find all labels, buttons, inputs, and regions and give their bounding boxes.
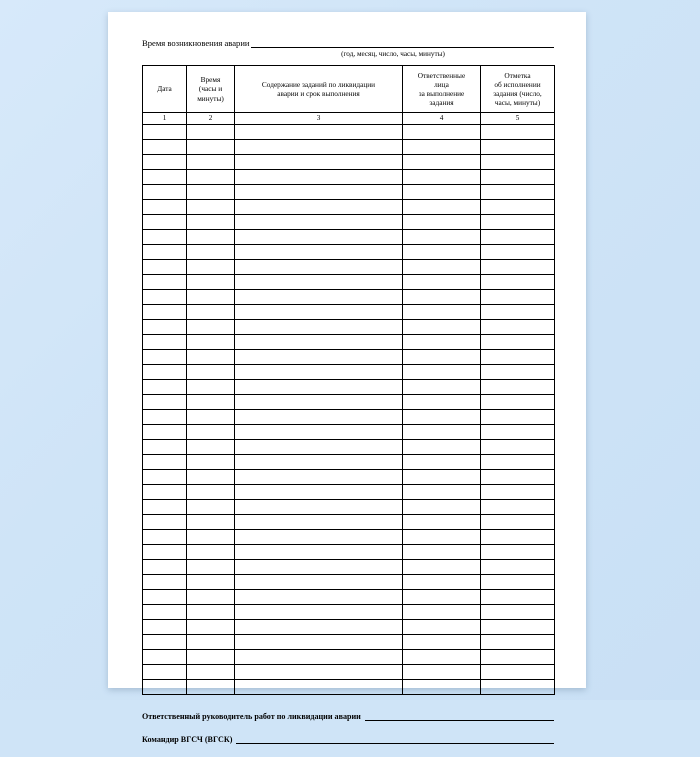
table-cell[interactable]: [403, 440, 481, 455]
table-cell[interactable]: [143, 455, 187, 470]
table-cell[interactable]: [481, 545, 555, 560]
table-row: [143, 500, 555, 515]
table-cell[interactable]: [235, 215, 403, 230]
table-row: [143, 425, 555, 440]
table-row: [143, 125, 555, 140]
table-cell[interactable]: [187, 215, 235, 230]
table-cell[interactable]: [403, 215, 481, 230]
table-cell[interactable]: [403, 365, 481, 380]
table-cell[interactable]: [235, 260, 403, 275]
table-row: [143, 650, 555, 665]
table-cell[interactable]: [481, 155, 555, 170]
table-cell[interactable]: [403, 350, 481, 365]
table-cell[interactable]: [143, 560, 187, 575]
table-cell[interactable]: [481, 575, 555, 590]
table-cell[interactable]: [187, 485, 235, 500]
table-cell[interactable]: [403, 335, 481, 350]
table-header-row: [143, 66, 555, 113]
table-cell[interactable]: [187, 305, 235, 320]
table-row: [143, 575, 555, 590]
table-cell[interactable]: [143, 290, 187, 305]
table-cell[interactable]: [235, 530, 403, 545]
table-row: [143, 245, 555, 260]
table-cell[interactable]: [143, 410, 187, 425]
table-cell[interactable]: [403, 680, 481, 695]
table-cell[interactable]: [235, 125, 403, 140]
table-cell[interactable]: [143, 245, 187, 260]
table-cell[interactable]: [481, 485, 555, 500]
table-cell[interactable]: [235, 425, 403, 440]
table-cell[interactable]: [481, 515, 555, 530]
table-cell[interactable]: [403, 620, 481, 635]
table-cell[interactable]: [481, 560, 555, 575]
table-row: [143, 365, 555, 380]
table-row: [143, 680, 555, 695]
table-cell[interactable]: [143, 200, 187, 215]
table-row: [143, 560, 555, 575]
table-head: [143, 66, 555, 125]
table-cell[interactable]: [143, 635, 187, 650]
table-body: [143, 125, 555, 695]
document-page: [108, 12, 586, 744]
table-row: [143, 530, 555, 545]
table-cell[interactable]: [403, 290, 481, 305]
footer-input-commander[interactable]: [236, 734, 554, 744]
table-cell[interactable]: [403, 545, 481, 560]
table-cell[interactable]: [187, 605, 235, 620]
table-cell[interactable]: [403, 200, 481, 215]
table-cell[interactable]: [403, 245, 481, 260]
table-cell[interactable]: [235, 380, 403, 395]
table-cell[interactable]: [235, 140, 403, 155]
table-cell[interactable]: [403, 575, 481, 590]
table-cell[interactable]: [403, 155, 481, 170]
column-header-execution-mark: Отметка об исполнении задания (число, часы, минуты): [481, 66, 555, 113]
document-footer: [142, 711, 554, 744]
table-cell[interactable]: [187, 500, 235, 515]
table-cell[interactable]: [187, 290, 235, 305]
table-cell[interactable]: [187, 560, 235, 575]
table-cell[interactable]: [481, 245, 555, 260]
table-cell[interactable]: [187, 410, 235, 425]
table-row: [143, 155, 555, 170]
table-cell[interactable]: [403, 410, 481, 425]
table-cell[interactable]: [187, 530, 235, 545]
table-cell[interactable]: [187, 170, 235, 185]
table-cell[interactable]: [143, 125, 187, 140]
footer-line-commander: [142, 734, 554, 744]
column-number-4: 4: [403, 113, 481, 125]
table-cell[interactable]: [143, 575, 187, 590]
table-row: [143, 455, 555, 470]
table-cell[interactable]: [403, 425, 481, 440]
table-cell[interactable]: [403, 380, 481, 395]
table-row: [143, 290, 555, 305]
table-cell[interactable]: [481, 320, 555, 335]
table-cell[interactable]: [235, 245, 403, 260]
table-cell[interactable]: [235, 455, 403, 470]
table-row: [143, 380, 555, 395]
table-row: [143, 320, 555, 335]
table-cell[interactable]: [235, 200, 403, 215]
table-cell[interactable]: [481, 590, 555, 605]
incident-time-input[interactable]: [251, 38, 554, 48]
table-cell[interactable]: [403, 500, 481, 515]
footer-input-responsible-manager[interactable]: [365, 711, 554, 721]
table-cell[interactable]: [235, 320, 403, 335]
table-cell[interactable]: [481, 470, 555, 485]
table-cell[interactable]: [481, 620, 555, 635]
table-row: [143, 200, 555, 215]
table-cell[interactable]: [143, 650, 187, 665]
column-number-1: 1: [143, 113, 187, 125]
table-cell[interactable]: [187, 545, 235, 560]
table-cell[interactable]: [143, 680, 187, 695]
table-row: [143, 590, 555, 605]
table-row: [143, 215, 555, 230]
table-row: [143, 545, 555, 560]
table-cell[interactable]: [481, 335, 555, 350]
column-number-2: 2: [187, 113, 235, 125]
table-cell[interactable]: [143, 530, 187, 545]
table-cell[interactable]: [235, 620, 403, 635]
incident-time-label: Время возникновения аварии: [142, 37, 250, 48]
table-cell[interactable]: [235, 515, 403, 530]
table-row: [143, 275, 555, 290]
table-cell[interactable]: [143, 155, 187, 170]
footer-line-responsible-manager: [142, 711, 554, 721]
table-cell[interactable]: [235, 305, 403, 320]
table-cell[interactable]: [403, 230, 481, 245]
table-cell[interactable]: [235, 560, 403, 575]
table-cell[interactable]: [481, 635, 555, 650]
table-cell[interactable]: [235, 155, 403, 170]
tasks-table: [142, 65, 555, 695]
table-cell[interactable]: [143, 545, 187, 560]
table-cell[interactable]: [235, 275, 403, 290]
document-content: [142, 38, 554, 757]
table-cell[interactable]: [187, 335, 235, 350]
table-cell[interactable]: [187, 140, 235, 155]
table-cell[interactable]: [187, 125, 235, 140]
table-cell[interactable]: [403, 140, 481, 155]
table-cell[interactable]: [481, 365, 555, 380]
table-cell[interactable]: [143, 275, 187, 290]
table-cell[interactable]: [403, 305, 481, 320]
table-cell[interactable]: [403, 590, 481, 605]
table-cell[interactable]: [481, 680, 555, 695]
table-cell[interactable]: [481, 305, 555, 320]
table-row: [143, 470, 555, 485]
table-cell[interactable]: [143, 185, 187, 200]
table-row: [143, 305, 555, 320]
table-cell[interactable]: [235, 410, 403, 425]
table-cell[interactable]: [143, 620, 187, 635]
table-cell[interactable]: [143, 350, 187, 365]
incident-time-note: (год, месяц, число, часы, минуты): [341, 50, 445, 58]
table-cell[interactable]: [403, 485, 481, 500]
table-cell[interactable]: [481, 230, 555, 245]
table-cell[interactable]: [187, 665, 235, 680]
table-cell[interactable]: [403, 125, 481, 140]
table-row: [143, 395, 555, 410]
table-cell[interactable]: [403, 665, 481, 680]
table-cell[interactable]: [403, 185, 481, 200]
table-cell[interactable]: [143, 140, 187, 155]
table-cell[interactable]: [187, 395, 235, 410]
footer-label-responsible-manager: Ответственный руководитель работ по ликвидации аварии: [142, 712, 361, 721]
table-cell[interactable]: [403, 320, 481, 335]
table-cell[interactable]: [235, 605, 403, 620]
table-cell[interactable]: [187, 245, 235, 260]
table-row: [143, 440, 555, 455]
table-cell[interactable]: [143, 305, 187, 320]
table-cell[interactable]: [235, 395, 403, 410]
table-cell[interactable]: [403, 560, 481, 575]
table-cell[interactable]: [187, 680, 235, 695]
table-cell[interactable]: [481, 410, 555, 425]
table-cell[interactable]: [235, 650, 403, 665]
table-cell[interactable]: [481, 140, 555, 155]
table-cell[interactable]: [235, 290, 403, 305]
table-cell[interactable]: [235, 500, 403, 515]
table-cell[interactable]: [403, 635, 481, 650]
column-header-time: Время (часы и минуты): [187, 66, 235, 113]
table-row: [143, 665, 555, 680]
table-cell[interactable]: [403, 275, 481, 290]
table-cell[interactable]: [187, 185, 235, 200]
table-cell[interactable]: [143, 665, 187, 680]
column-number-3: 3: [235, 113, 403, 125]
table-cell[interactable]: [235, 635, 403, 650]
table-cell[interactable]: [187, 230, 235, 245]
table-cell[interactable]: [143, 395, 187, 410]
table-cell[interactable]: [235, 185, 403, 200]
table-cell[interactable]: [187, 425, 235, 440]
column-number-5: 5: [481, 113, 555, 125]
table-cell[interactable]: [481, 125, 555, 140]
table-cell[interactable]: [187, 455, 235, 470]
table-cell[interactable]: [143, 215, 187, 230]
table-cell[interactable]: [481, 425, 555, 440]
table-row: [143, 410, 555, 425]
column-header-date: Дата: [143, 66, 187, 113]
table-cell[interactable]: [403, 470, 481, 485]
table-cell[interactable]: [235, 590, 403, 605]
table-row: [143, 620, 555, 635]
table-cell[interactable]: [187, 470, 235, 485]
table-cell[interactable]: [143, 605, 187, 620]
table-row: [143, 185, 555, 200]
table-cell[interactable]: [235, 350, 403, 365]
table-cell[interactable]: [403, 260, 481, 275]
table-cell[interactable]: [235, 575, 403, 590]
table-cell[interactable]: [403, 530, 481, 545]
table-cell[interactable]: [481, 260, 555, 275]
table-cell[interactable]: [235, 485, 403, 500]
table-cell[interactable]: [143, 335, 187, 350]
table-cell[interactable]: [481, 440, 555, 455]
table-cell[interactable]: [403, 170, 481, 185]
table-cell[interactable]: [143, 500, 187, 515]
table-cell[interactable]: [187, 275, 235, 290]
table-cell[interactable]: [143, 230, 187, 245]
table-cell[interactable]: [187, 350, 235, 365]
footer-label-commander: Командир ВГСЧ (ВГСК): [142, 735, 233, 744]
column-header-task-content: Содержание заданий по ликвидации аварии и срок выполнения: [235, 66, 403, 113]
table-cell[interactable]: [143, 380, 187, 395]
table-cell[interactable]: [143, 590, 187, 605]
table-cell[interactable]: [481, 170, 555, 185]
table-cell[interactable]: [481, 530, 555, 545]
table-cell[interactable]: [235, 170, 403, 185]
table-cell[interactable]: [143, 365, 187, 380]
incident-time-field-row: [142, 38, 554, 48]
table-cell[interactable]: [481, 380, 555, 395]
table-cell[interactable]: [481, 605, 555, 620]
table-cell[interactable]: [235, 230, 403, 245]
table-cell[interactable]: [187, 320, 235, 335]
table-row: [143, 605, 555, 620]
table-row: [143, 260, 555, 275]
table-cell[interactable]: [403, 395, 481, 410]
table-cell[interactable]: [481, 200, 555, 215]
table-cell[interactable]: [187, 380, 235, 395]
table-cell[interactable]: [143, 470, 187, 485]
table-row: [143, 335, 555, 350]
table-row: [143, 170, 555, 185]
table-row: [143, 515, 555, 530]
table-row: [143, 350, 555, 365]
table-cell[interactable]: [187, 440, 235, 455]
table-column-number-row: [143, 113, 555, 125]
table-cell[interactable]: [481, 185, 555, 200]
table-cell[interactable]: [403, 605, 481, 620]
table-cell[interactable]: [403, 650, 481, 665]
table-cell[interactable]: [187, 635, 235, 650]
table-cell[interactable]: [235, 470, 403, 485]
table-row: [143, 230, 555, 245]
table-cell[interactable]: [143, 425, 187, 440]
table-cell[interactable]: [235, 545, 403, 560]
column-header-responsible-persons: Ответственные лица за выполнение задания: [403, 66, 481, 113]
table-cell[interactable]: [187, 650, 235, 665]
table-cell[interactable]: [481, 500, 555, 515]
table-cell[interactable]: [235, 680, 403, 695]
table-cell[interactable]: [481, 665, 555, 680]
table-cell[interactable]: [187, 155, 235, 170]
table-cell[interactable]: [481, 290, 555, 305]
table-cell[interactable]: [143, 440, 187, 455]
table-row: [143, 635, 555, 650]
table-cell[interactable]: [187, 260, 235, 275]
table-row: [143, 485, 555, 500]
table-cell[interactable]: [235, 665, 403, 680]
table-cell[interactable]: [235, 335, 403, 350]
table-cell[interactable]: [143, 170, 187, 185]
table-cell[interactable]: [481, 275, 555, 290]
table-cell[interactable]: [187, 620, 235, 635]
table-cell[interactable]: [235, 440, 403, 455]
table-cell[interactable]: [143, 485, 187, 500]
table-cell[interactable]: [235, 365, 403, 380]
table-cell[interactable]: [403, 515, 481, 530]
table-cell[interactable]: [481, 215, 555, 230]
table-cell[interactable]: [481, 650, 555, 665]
table-cell[interactable]: [187, 200, 235, 215]
table-row: [143, 140, 555, 155]
table-cell[interactable]: [481, 350, 555, 365]
table-cell[interactable]: [481, 395, 555, 410]
table-cell[interactable]: [403, 455, 481, 470]
table-cell[interactable]: [143, 260, 187, 275]
table-cell[interactable]: [187, 575, 235, 590]
table-cell[interactable]: [187, 590, 235, 605]
table-cell[interactable]: [143, 320, 187, 335]
table-cell[interactable]: [481, 455, 555, 470]
table-cell[interactable]: [187, 365, 235, 380]
table-cell[interactable]: [187, 515, 235, 530]
table-cell[interactable]: [143, 515, 187, 530]
